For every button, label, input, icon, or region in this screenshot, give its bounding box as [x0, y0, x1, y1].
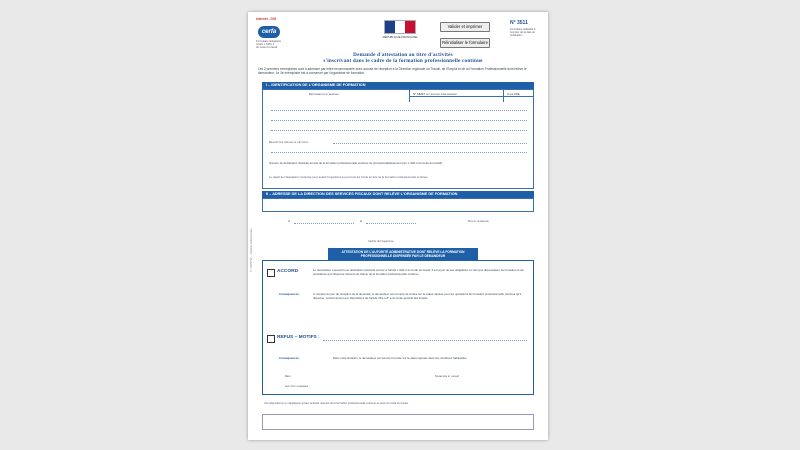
authority-label: Autorité signataire — [285, 384, 309, 388]
cerfa-logo: cerfa — [258, 26, 280, 38]
header-left — [256, 18, 296, 22]
date-on-label: le — [360, 219, 363, 223]
header-left-note: Formulaire obligatoire Article L.6351-1 du Code du travail — [256, 40, 282, 49]
refus-label: REFUS – MOTIFS : — [277, 335, 320, 340]
col-ape-label: Code APE — [507, 92, 520, 96]
col-siret-label: N° SIRET du principal établissement — [413, 92, 458, 96]
place-label: À — [288, 219, 290, 223]
accord-checkbox[interactable] — [267, 269, 275, 277]
consequences-text: À compter du jour de réception de la demande, le demandeur est exonéré de la taxe sur la valeur ajoutée pour les opérations de formation professionnelle continue qu'il dispense, conformément aux dispositions de l'article 261-4-4° a du Code général des impôts. — [313, 292, 521, 300]
address-line[interactable] — [271, 120, 527, 121]
address-line[interactable] — [271, 130, 527, 131]
consequences-text-2: Dans cette situation, le demandeur est soumis à la taxe sur la valeur ajoutée dans les conditions habituelles. — [333, 356, 468, 360]
section-1-header: I – IDENTIFICATION DE L'ORGANISME DE FORMATION — [262, 82, 534, 89]
section-1-box — [262, 89, 534, 189]
footer-box — [262, 414, 534, 430]
org-line: Internet - DGI — [256, 17, 277, 21]
date-field[interactable] — [366, 223, 416, 224]
address-line[interactable] — [271, 110, 527, 111]
intro-text: Les 2 premiers exemplaires sont à adresser par lettre recommandée avec accusé de réception à la Direction régionale du Travail, de l'Emploi et de la Formation Professionnelle dont relève le demandeur. Le 3e exemplaire est à conserver par l'organisme de formation. — [258, 67, 527, 75]
refus-checkbox[interactable] — [267, 335, 275, 343]
place-field[interactable] — [294, 223, 354, 224]
republic-logo — [380, 20, 420, 42]
col-name-label: Dénomination et adresse — [309, 92, 339, 96]
stamp-label: Cachet de l'organisme — [368, 240, 394, 243]
side-reference: N° 10659*02 – Imprimé réglementaire — [250, 228, 253, 272]
section-2-header: II – ADRESSE DE LA DIRECTION DES SERVICES FISCAUX DONT RELÈVE L'ORGANISME DE FORMATION — [262, 191, 534, 198]
declaration-text: Numéro de déclaration d'activité au titre de la formation professionnelle continue du principal établissement (art. L.920-4 du Code du travail) : — [269, 161, 444, 165]
activity-label: Description précise de l'activité : — [269, 140, 310, 144]
divider — [409, 96, 534, 97]
consequences-label-2: Conséquences — [279, 356, 299, 360]
title-line-1: Demande d'attestation au titre d'activités — [353, 52, 453, 58]
attestation-header: ATTESTATION DE L'AUTORITÉ ADMINISTRATIVE DONT RELÈVE LA FORMATION PROFESSIONNELLE DISPENSÉE PAR LE DEMANDEUR — [328, 248, 478, 260]
signature-label: Nom et signature — [468, 219, 489, 223]
attestation-box — [262, 260, 534, 395]
footer-note: Ces dispositions ne s'appliquent qu'aux activités relevant de la formation professionnelle continue au sens du Code du travail. — [264, 402, 409, 405]
refus-motifs-field[interactable] — [323, 340, 527, 341]
form-page — [248, 12, 548, 440]
accord-text: Le demandeur a souscrit une déclaration d'activité prévue à l'article L.920-4 du Code du travail. Il est à jour de ses obligations en tant que dispensateur de formation et les prestations qu'il dispense relèvent du champ de la formation professionnelle continue. — [313, 268, 524, 276]
fiscal-address-field[interactable] — [262, 198, 534, 212]
title-line-2: s'inscrivant dans le cadre de la formation professionnelle continue — [323, 58, 483, 64]
reset-form-button[interactable]: Réinitialiser le formulaire — [440, 38, 490, 48]
form-number: N° 3511 — [510, 20, 528, 26]
flag-icon — [384, 20, 416, 34]
signature-stamp-label: Signature et cachet — [435, 374, 460, 378]
form-title — [308, 52, 498, 64]
activity-field[interactable] — [333, 143, 527, 144]
date-label: Date — [285, 374, 291, 378]
note-text: Le dépôt de l'attestation n'autorise pour autant l'organisme à percevoir les fonds au titre de la formation professionnelle continue. — [269, 175, 429, 179]
republic-label: RÉPUBLIQUE FRANÇAISE — [382, 35, 418, 39]
validate-print-button[interactable]: Valider et imprimer — [440, 22, 490, 32]
consequences-label: Conséquences — [279, 292, 299, 296]
header-right-note: Formulaire utilisable à compter de la date de publication — [510, 28, 536, 37]
accord-label: ACCORD — [277, 269, 299, 274]
activity-field[interactable] — [271, 152, 527, 153]
